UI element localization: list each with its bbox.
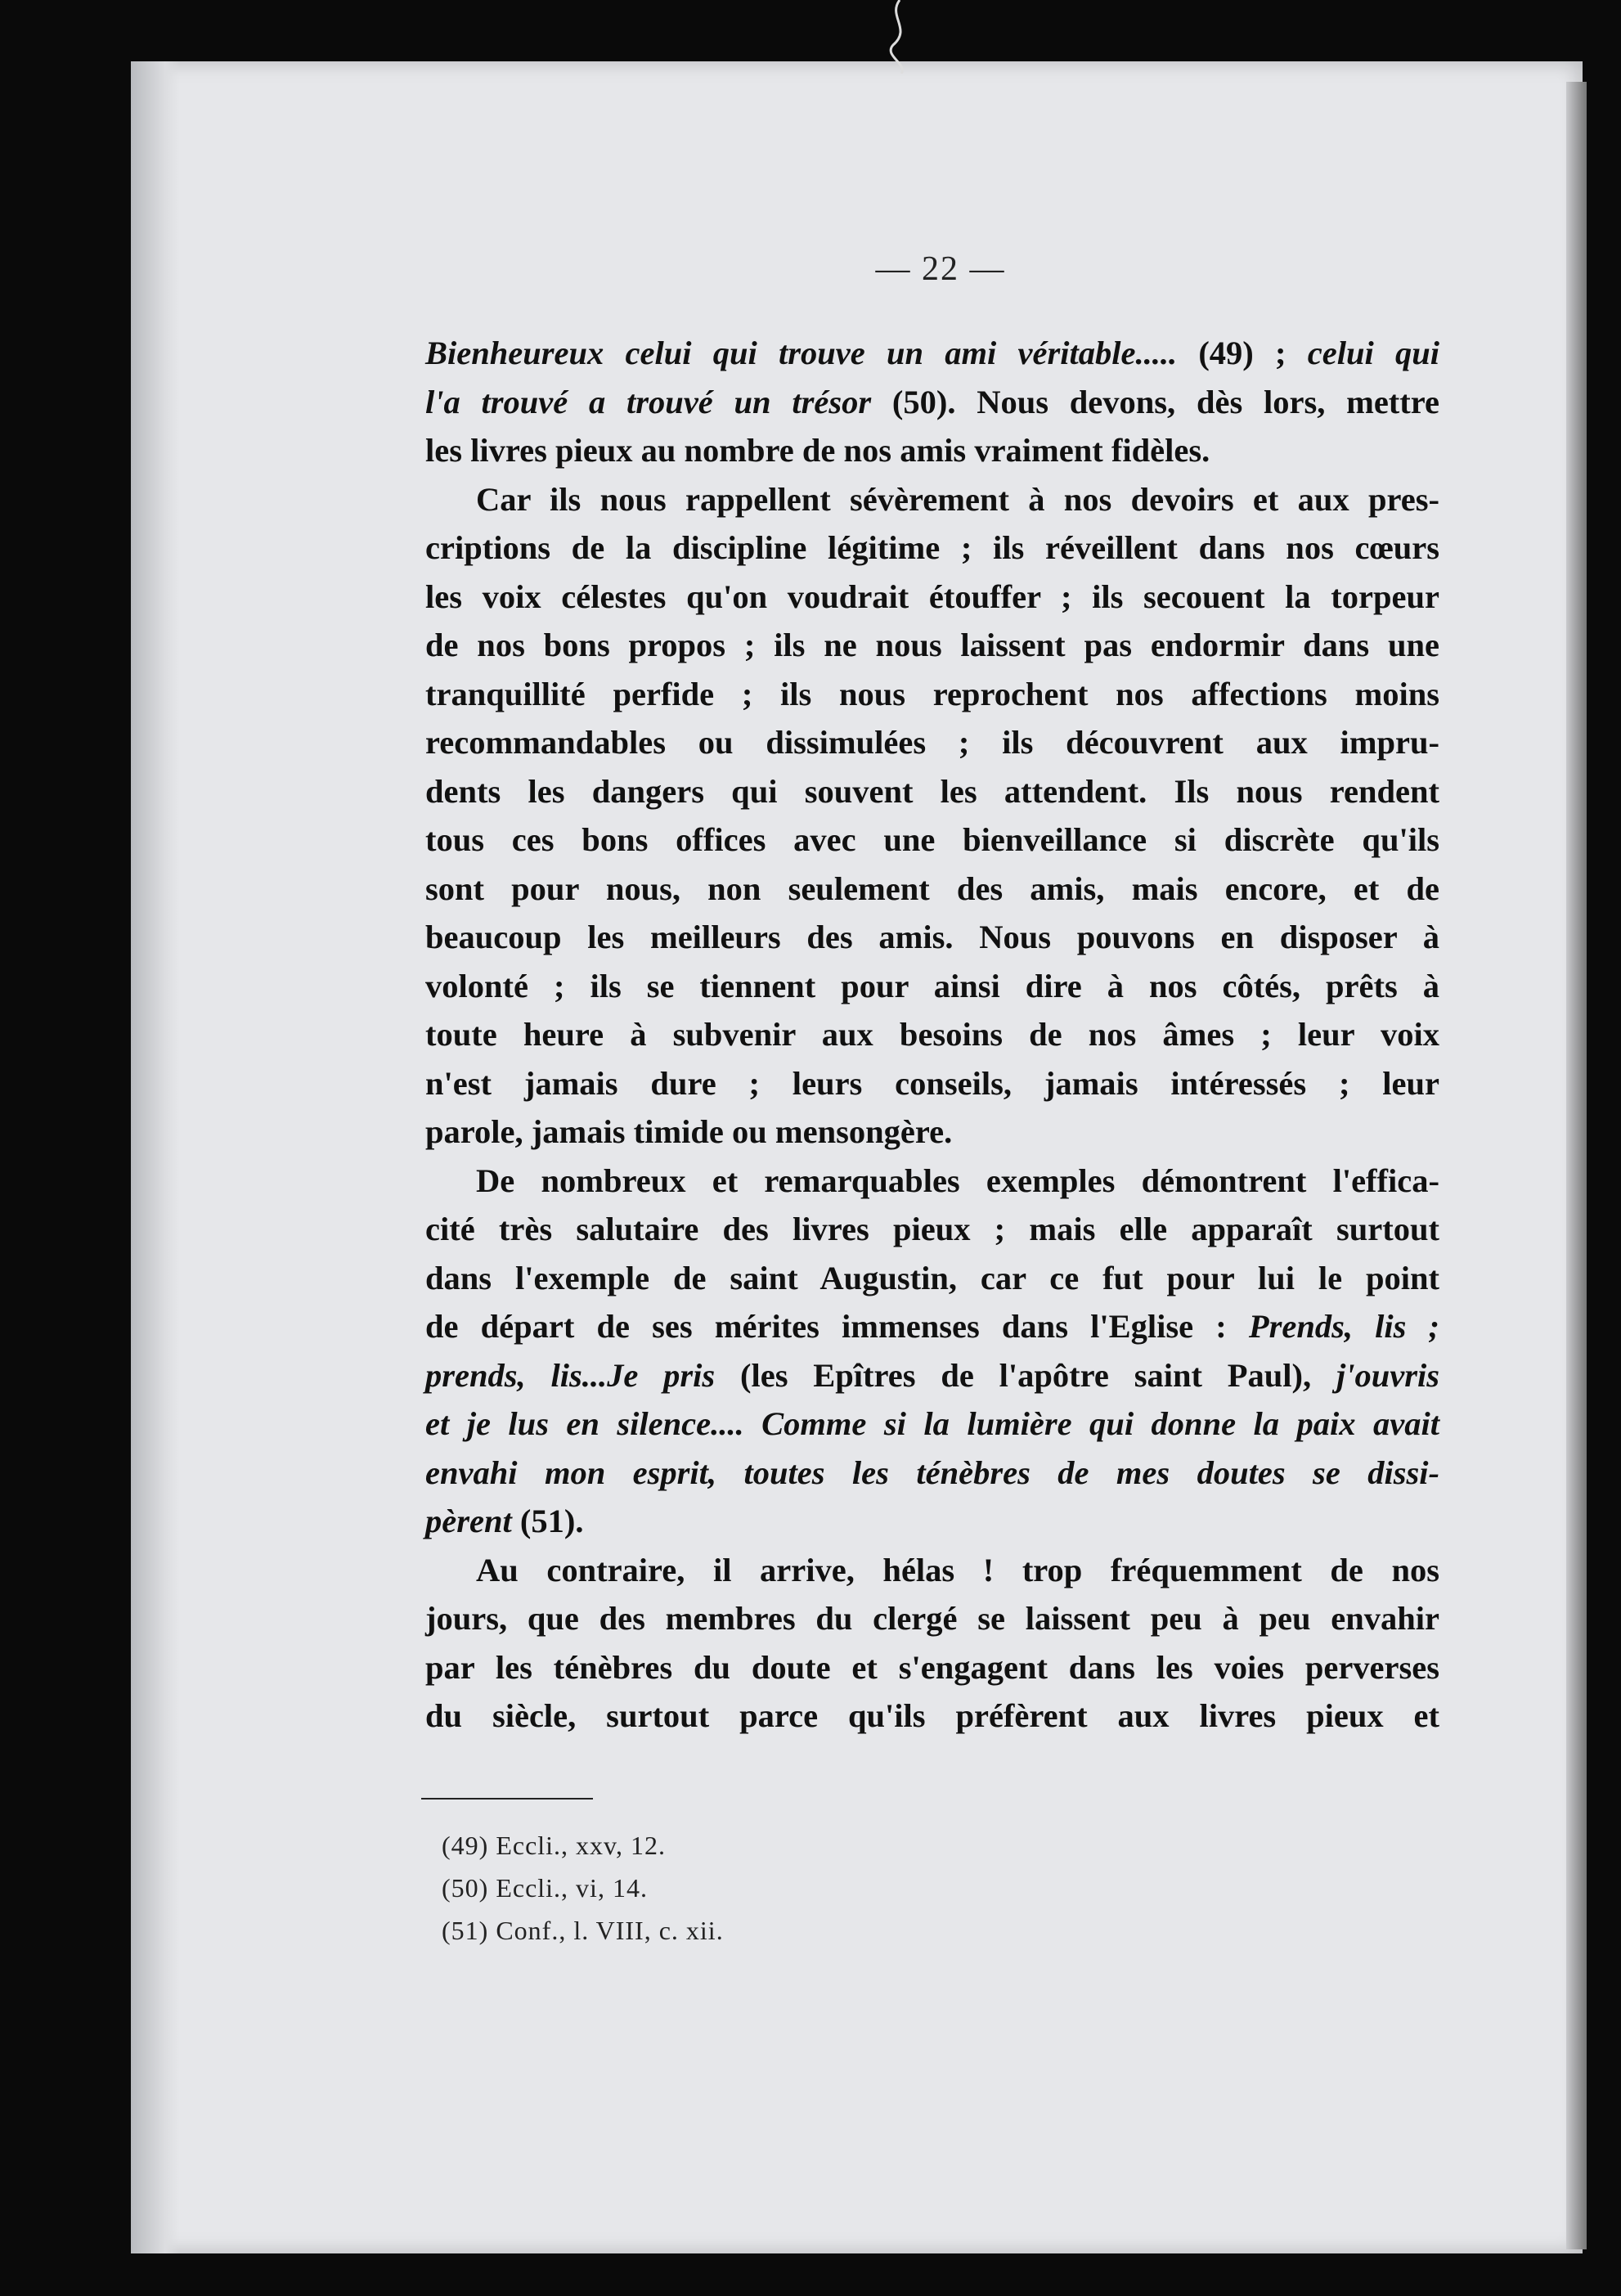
footnote-49: (49) Eccli., xxv, 12. (442, 1831, 666, 1860)
text-run: toute heure à subvenir aux besoins de nos âmes ; leur voix (425, 1016, 1439, 1053)
text-run: les livres pieux au nombre de nos amis vraiment fidèles. (425, 432, 1210, 469)
text-run: dents les dangers qui souvent les attendent. Ils nous rendent (425, 772, 1439, 810)
text-run: n'est jamais dure ; leurs conseils, jamais intéressés ; leur (425, 1064, 1439, 1102)
italic-text: et je lus en silence.... Comme si la lumière qui donne la paix avait (425, 1405, 1439, 1442)
text-run: volonté ; ils se tiennent pour ainsi dire à nos côtés, prêts à (425, 967, 1439, 1004)
text-run: beaucoup les meilleurs des amis. Nous pouvons en disposer à (425, 919, 1439, 955)
text-line (425, 329, 1439, 378)
text-line (425, 1351, 1439, 1400)
italic-text: Bienheureux celui qui trouve un ami véritable..... (425, 335, 1178, 371)
text-line (425, 816, 1439, 865)
text-line (425, 1643, 1439, 1692)
text-line (425, 1010, 1439, 1059)
text-run: (51). (511, 1503, 584, 1539)
footnotes (442, 1824, 724, 1952)
text-line (425, 1449, 1439, 1498)
text-run: De nombreux et remarquables exemples démontrent l'effica- (476, 1161, 1439, 1199)
text-line (425, 1546, 1439, 1595)
italic-text: envahi mon esprit, toutes les ténèbres de mes doutes se dissi- (425, 1454, 1439, 1491)
italic-text: pèrent (425, 1503, 512, 1539)
text-line (425, 475, 1439, 524)
text-line (425, 1059, 1439, 1108)
text-line (425, 621, 1439, 670)
text-run: cité très salutaire des livres pieux ; mais elle apparaît surtout (425, 1211, 1439, 1247)
text-run: criptions de la discipline légitime ; ils réveillent dans nos cœurs (425, 529, 1439, 566)
text-line (425, 1157, 1439, 1206)
text-run: Car ils nous rappellent sévèrement à nos devoirs et aux pres- (476, 480, 1439, 518)
italic-text: l'a trouvé a trouvé un trésor (425, 383, 872, 420)
footnote-51: (51) Conf., l. VIII, c. xii. (442, 1916, 724, 1945)
text-run: tranquillité perfide ; ils nous reprochent nos affections moins (425, 675, 1439, 712)
italic-text: Prends, lis ; (1248, 1308, 1439, 1345)
text-run: les voix célestes qu'on voudrait étouffer ; ils secouent la torpeur (425, 577, 1439, 615)
scan-mark (883, 0, 916, 74)
page-fore-edge (1566, 82, 1587, 2249)
text-line (425, 913, 1439, 962)
text-run: (50). Nous devons, dès lors, mettre (871, 383, 1440, 420)
text-line (425, 865, 1439, 914)
text-line (425, 718, 1439, 767)
text-run: (49) ; (1177, 335, 1308, 371)
text-line (425, 1108, 1439, 1157)
text-run: de départ de ses mérites immenses dans l'Eglise : (425, 1308, 1249, 1345)
italic-text: prends, lis...Je pris (425, 1356, 716, 1394)
text-line (425, 426, 1439, 475)
text-line (425, 767, 1439, 816)
text-line (425, 1692, 1439, 1741)
text-line (425, 670, 1439, 719)
text-line (425, 378, 1439, 427)
text-line (425, 573, 1439, 622)
page-number: — 22 — (875, 250, 1006, 288)
text-run: de nos bons propos ; ils ne nous laissent pas endormir dans une (425, 627, 1439, 663)
italic-text: j'ouvris (1336, 1356, 1439, 1394)
text-run: (les Epîtres de l'apôtre saint Paul), (715, 1356, 1336, 1394)
text-run: Au contraire, il arrive, hélas ! trop fréquemment de nos (476, 1551, 1439, 1588)
italic-text: celui qui (1307, 335, 1439, 371)
body-text (425, 329, 1439, 1741)
text-line (425, 1400, 1439, 1449)
footnote-divider (421, 1798, 593, 1800)
page-binding-edge (131, 61, 180, 2253)
text-run: dans l'exemple de saint Augustin, car ce fut pour lui le point (425, 1259, 1439, 1296)
text-line (425, 1594, 1439, 1643)
text-run: parole, jamais timide ou mensongère. (425, 1113, 953, 1150)
footnote-50: (50) Eccli., vi, 14. (442, 1873, 648, 1903)
text-line (425, 962, 1439, 1011)
text-line (425, 1497, 1439, 1546)
text-run: tous ces bons offices avec une bienveillance si discrète qu'ils (425, 821, 1439, 858)
text-run: par les ténèbres du doute et s'engagent dans les voies perverses (425, 1648, 1439, 1686)
text-run: sont pour nous, non seulement des amis, mais encore, et de (425, 869, 1439, 907)
text-run: recommandables ou dissimulées ; ils découvrent aux impru- (425, 724, 1439, 761)
text-line (425, 1254, 1439, 1303)
text-line (425, 1302, 1439, 1351)
text-line (425, 523, 1439, 573)
text-line (425, 1205, 1439, 1254)
text-run: du siècle, surtout parce qu'ils préfèrent aux livres pieux et (425, 1697, 1439, 1734)
text-run: jours, que des membres du clergé se laissent peu à peu envahir (425, 1600, 1439, 1637)
